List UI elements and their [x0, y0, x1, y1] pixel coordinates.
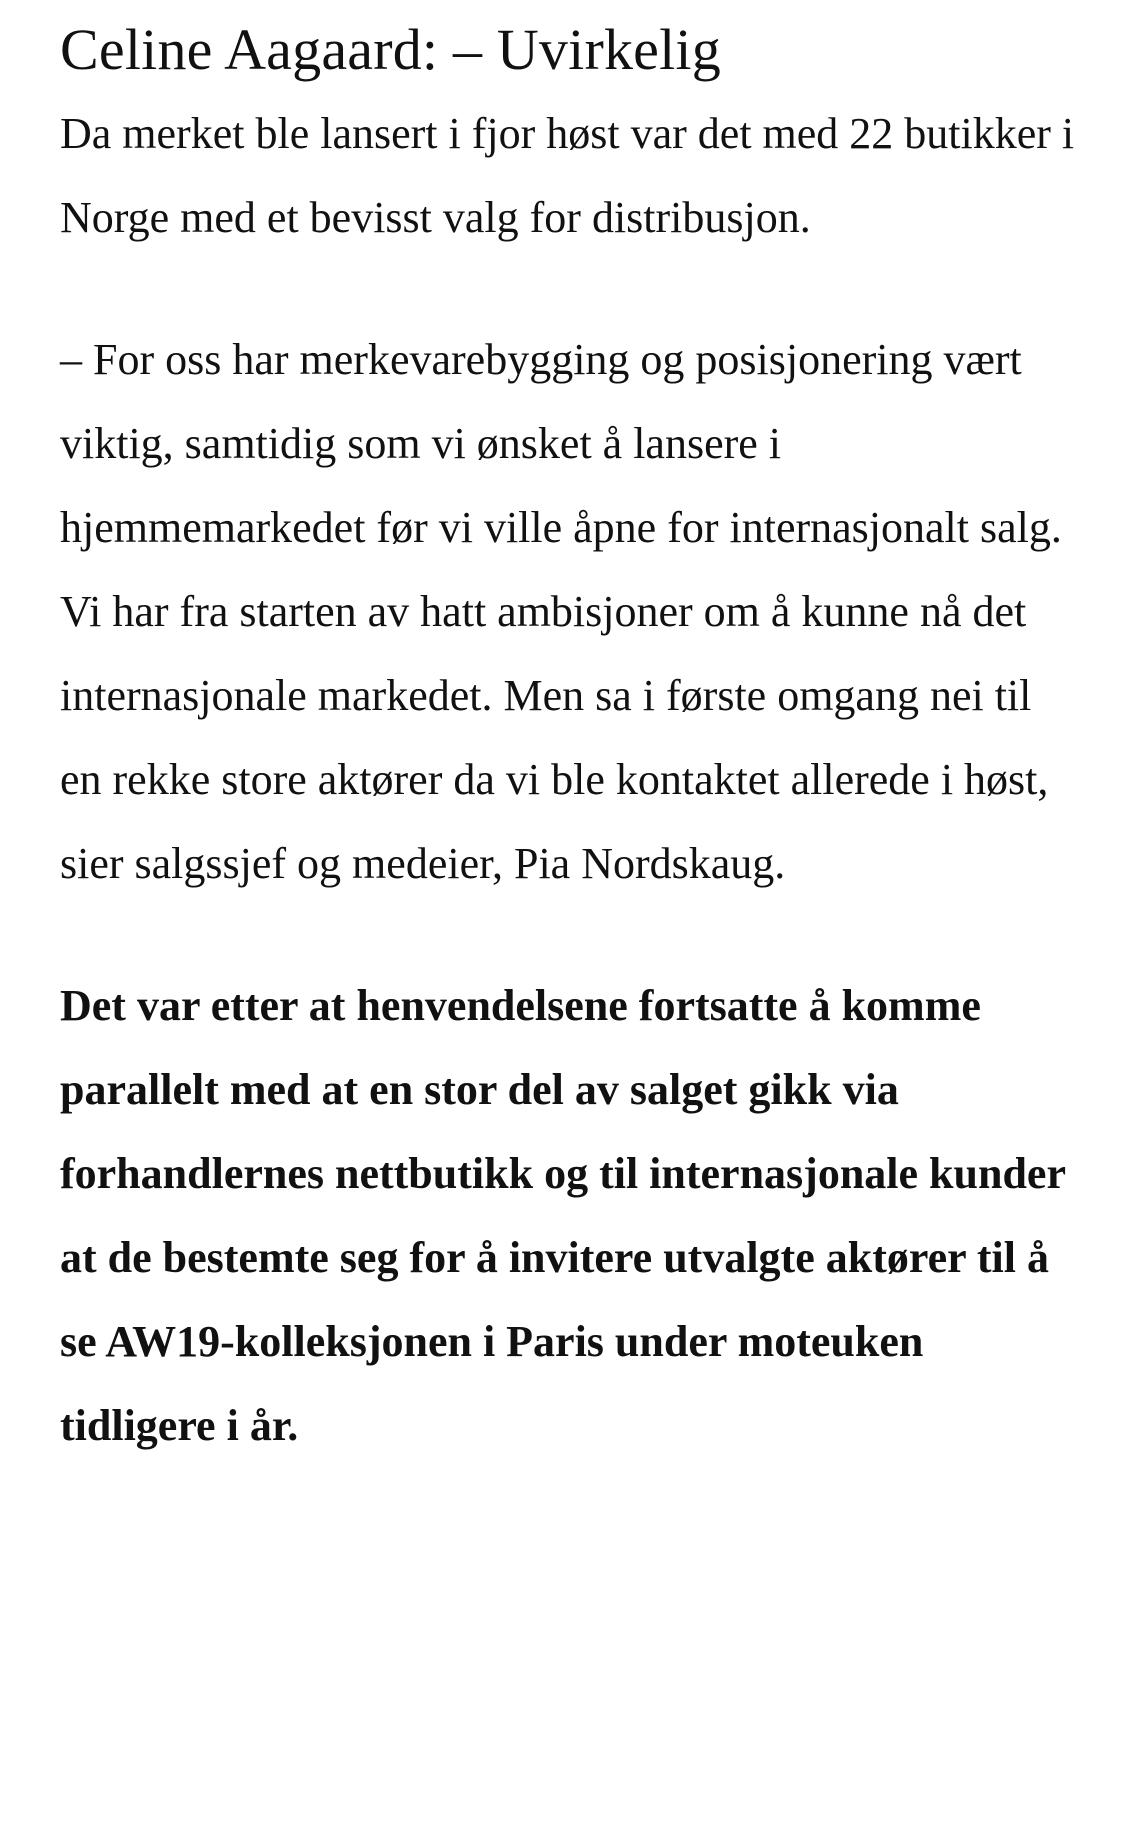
paragraph-intro: Da merket ble lansert i fjor høst var det med 22 butikker i Norge med et bevisst valg for distribusjon. [60, 109, 1075, 242]
article-body [60, 10, 1080, 1468]
related-article-link[interactable]: Celine Aagaard: – Uvirkelig [60, 17, 721, 82]
paragraph-quote: – For oss har merkevarebygging og posisjonering vært viktig, samtidig som vi ønsket å lansere i hjemmemarkedet før vi ville åpne for internasjonalt salg. Vi har fra starten av hatt ambisjoner om å kunne nå det internasjonale markedet. Men sa i første omgang nei til en rekke store aktører da vi ble kontaktet allerede i høst, sier salgssjef og medeier, Pia Nordskaug. [60, 335, 1062, 888]
paragraph-bold: Det var etter at henvendelsene fortsatte å komme parallelt med at en stor del av salget gikk via forhandlernes nettbutikk og til internasjonale kunder at de bestemte seg for å invitere utvalgte aktører til å se AW19-kolleksjonen i Paris under moteuken tidligere i år. [60, 981, 1066, 1450]
